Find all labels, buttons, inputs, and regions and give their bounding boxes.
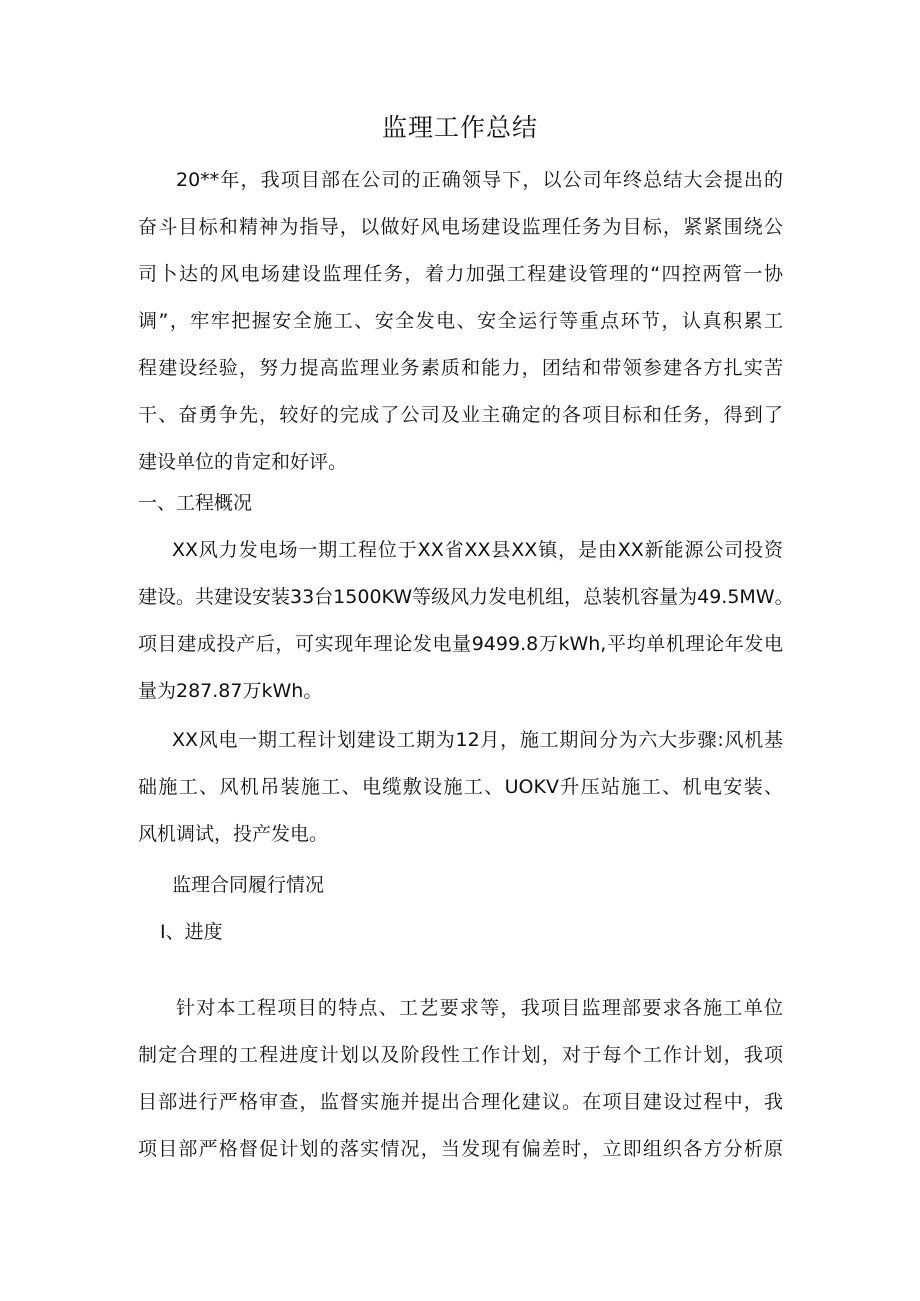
subsection-heading-progress: I、进度 xyxy=(160,921,223,943)
intro-line: 奋斗目标和精神为指导，以做好风电场建设监理任务为目标，紧紧围绕公 xyxy=(138,216,783,238)
progress-paragraph xyxy=(138,985,783,1173)
intro-line: 调”，牢牢把握安全施工、安全发电、安全运行等重点环节，认真积累工 xyxy=(138,310,783,332)
schedule-line: 风机调试，投产发电。 xyxy=(138,823,329,845)
intro-line: 司卜达的风电场建设监理任务，着力加强工程建设管理的“四控两管一协 xyxy=(138,263,783,285)
progress-line: 目部进行严格审查，监督实施并提出合理化建议。在项目建设过程中，我 xyxy=(138,1091,783,1113)
schedule-line: 础施工、风机吊装施工、电缆敷设施工、UOKV升压站施工、机电安装、 xyxy=(138,776,783,798)
intro-line: 程建设经验，努力提高监理业务素质和能力，团结和带领参建各方扎实苦 xyxy=(138,357,783,379)
intro-line: 干、奋勇争先，较好的完成了公司及业主确定的各项目标和任务，得到了 xyxy=(138,404,783,426)
overview-paragraph xyxy=(138,527,794,715)
schedule-line: XX风电一期工程计划建设工期为12月，施工期间分为六大步骤:风机基 xyxy=(172,729,783,751)
section-heading-overview: 一、工程概况 xyxy=(138,492,253,514)
intro-line: 建设单位的肯定和好评。 xyxy=(138,451,348,473)
overview-line: 项目建成投产后，可实现年理论发电量9499.8万kWh,平均单机理论年发电 xyxy=(138,633,783,655)
progress-line: 制定合理的工程进度计划以及阶段性工作计划，对于每个工作计划，我项 xyxy=(138,1044,783,1066)
progress-line: 项目部严格督促计划的落实情况，当发现有偏差时，立即组织各方分析原 xyxy=(138,1138,783,1160)
section-heading-contract: 监理合同履行情况 xyxy=(172,874,325,896)
document-title: 监理工作总结 xyxy=(381,113,538,142)
overview-line: 建设。共建设安装33台1500KW等级风力发电机组，总装机容量为49.5MW。 xyxy=(138,586,794,608)
progress-line: 针对本工程项目的特点、工艺要求等，我项目监理部要求各施工单位 xyxy=(176,997,783,1019)
intro-line: 20**年，我项目部在公司的正确领导下，以公司年终总结大会提出的 xyxy=(176,169,783,191)
overview-line: 量为287.87万kWh。 xyxy=(138,680,323,702)
schedule-paragraph xyxy=(138,717,783,858)
intro-paragraph xyxy=(138,157,783,486)
overview-line: XX风力发电场一期工程位于XX省XX县XX镇，是由XX新能源公司投资 xyxy=(172,539,783,561)
